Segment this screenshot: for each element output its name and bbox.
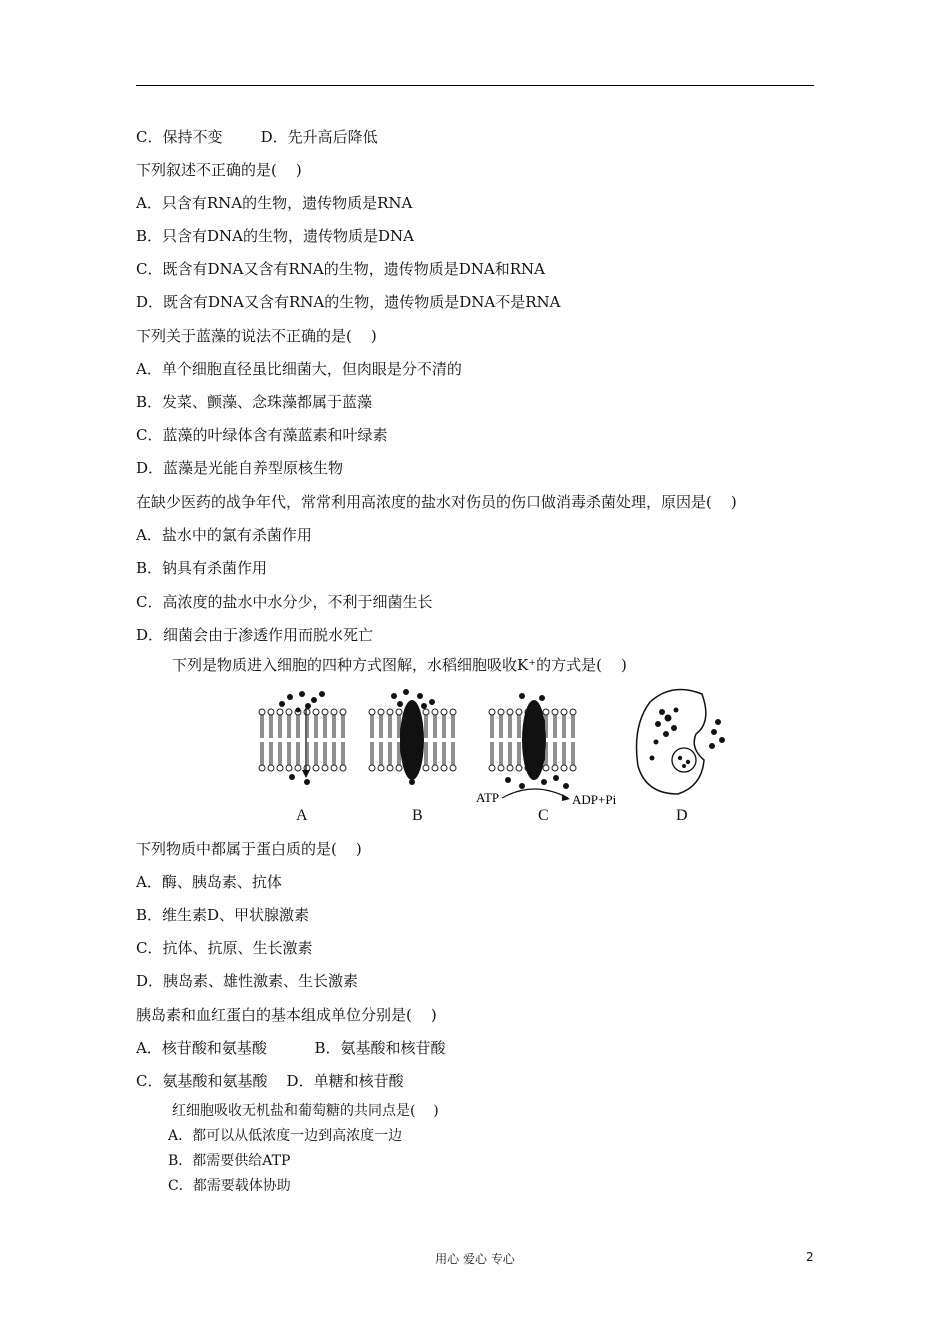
- question-stem: 下列物质中都属于蛋白质的是( ): [136, 840, 362, 858]
- question-stem: 下列关于蓝藻的说法不正确的是( ): [136, 327, 377, 345]
- option-line: B．钠具有杀菌作用: [136, 559, 268, 577]
- option-line: C．高浓度的盐水中水分少，不利于细菌生长: [136, 593, 433, 611]
- page-number: 2: [806, 1250, 814, 1264]
- option-line: C．既含有DNA又含有RNA的生物，遗传物质是DNA和RNA: [136, 260, 545, 278]
- question-stem: 胰岛素和血红蛋白的基本组成单位分别是( ): [136, 1006, 437, 1024]
- option-line: D．既含有DNA又含有RNA的生物，遗传物质是DNA不是RNA: [136, 293, 561, 311]
- option-line: A．都可以从低浓度一边到高浓度一边: [168, 1128, 403, 1144]
- header-rule: [136, 85, 814, 86]
- question-stem: 下列是物质进入细胞的四种方式图解，水稻细胞吸收K⁺的方式是( ): [172, 656, 627, 674]
- option-line: D．蓝藻是光能自养型原核生物: [136, 459, 344, 477]
- figure-label-b: B: [412, 807, 423, 824]
- panel-a-free-diffusion: [259, 691, 346, 785]
- option-line: A．酶、胰岛素、抗体: [136, 873, 282, 891]
- question-line: C．保持不变 D．先升高后降低: [136, 128, 378, 146]
- option-line: B．发菜、颤藻、念珠藻都属于蓝藻: [136, 393, 373, 411]
- question-stem: 红细胞吸收无机盐和葡萄糖的共同点是( ): [172, 1103, 439, 1119]
- option-line: D．细菌会由于渗透作用而脱水死亡: [136, 626, 374, 644]
- option-line: A．盐水中的氯有杀菌作用: [136, 526, 312, 544]
- adp-label: ADP+Pi: [572, 792, 617, 807]
- option-line: C．都需要载体协助: [168, 1178, 291, 1194]
- page-footer: 用心 爱心 专心: [435, 1252, 515, 1266]
- membrane-transport-figure: [240, 682, 740, 832]
- option-line: C．氨基酸和氨基酸 D．单糖和核苷酸: [136, 1072, 404, 1090]
- option-line: B．维生素D、甲状腺激素: [136, 906, 310, 924]
- figure-label-d: D: [676, 807, 688, 824]
- atp-label: ATP: [476, 790, 500, 805]
- option-line: C．蓝藻的叶绿体含有藻蓝素和叶绿素: [136, 426, 388, 444]
- panel-d-endocytosis: [637, 690, 726, 795]
- figure-label-c: C: [538, 807, 549, 824]
- option-line: B．只含有DNA的生物，遗传物质是DNA: [136, 227, 414, 245]
- option-line: B．都需要供给ATP: [168, 1153, 291, 1169]
- panel-b-facilitated-diffusion: [369, 689, 456, 785]
- option-line: A．只含有RNA的生物，遗传物质是RNA: [136, 194, 413, 212]
- panel-c-active-transport: [476, 693, 617, 807]
- figure-label-a: A: [296, 807, 308, 824]
- option-line: C．抗体、抗原、生长激素: [136, 939, 313, 957]
- question-stem: 在缺少医药的战争年代，常常利用高浓度的盐水对伤员的伤口做消毒杀菌处理，原因是( ): [136, 493, 737, 511]
- question-stem: 下列叙述不正确的是( ): [136, 161, 302, 179]
- option-line: D．胰岛素、雄性激素、生长激素: [136, 972, 359, 990]
- option-line: A．单个细胞直径虽比细菌大，但肉眼是分不清的: [136, 360, 462, 378]
- option-line: A．核苷酸和氨基酸 B．氨基酸和核苷酸: [136, 1039, 446, 1057]
